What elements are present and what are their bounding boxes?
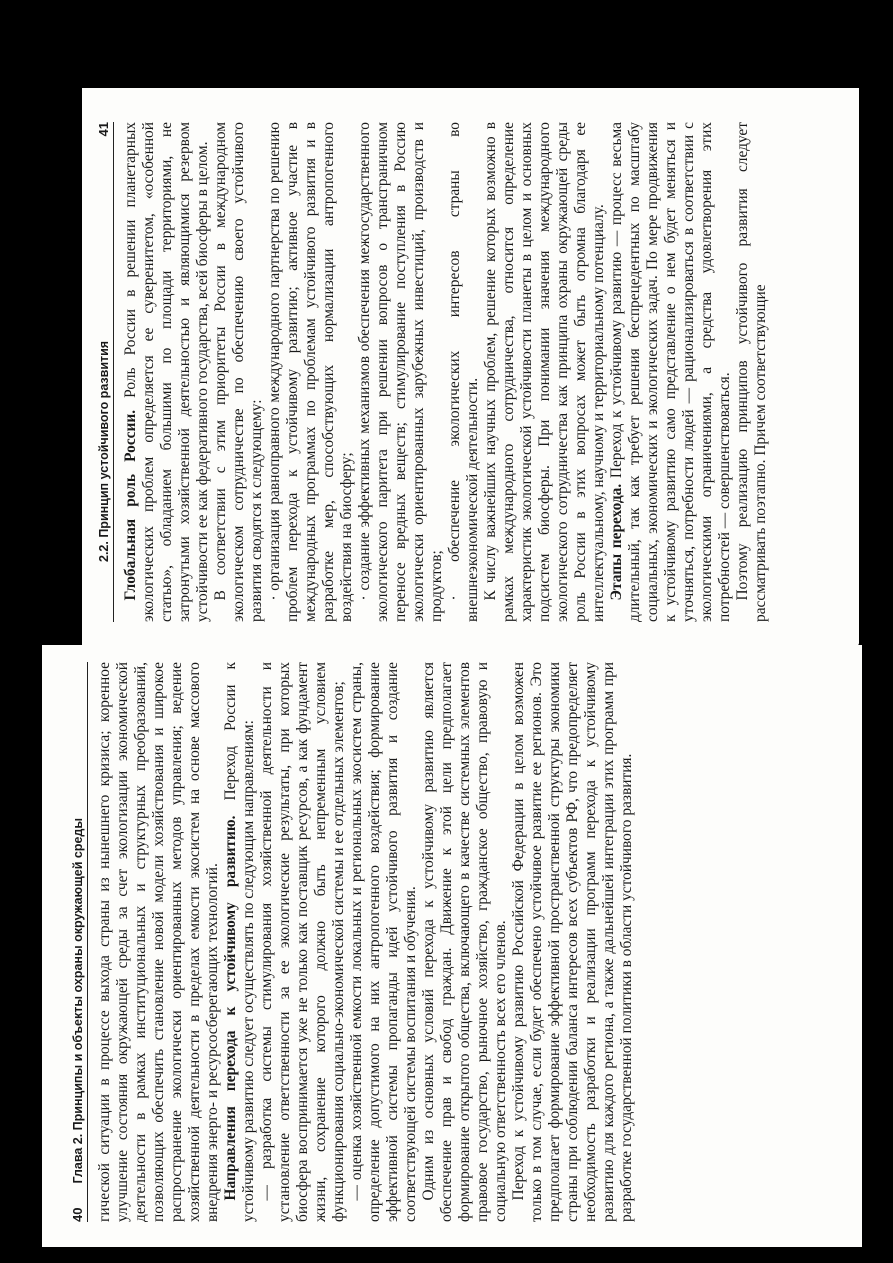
paragraph [356, 122, 446, 622]
paragraph [222, 662, 258, 1222]
paragraph-lead: Глобальная роль России. [122, 409, 139, 601]
paragraph [420, 662, 510, 1222]
paragraph-text: гической ситуации в процессе выхода страны из нынешнего кризиса; коренное улучшение состояния окружающей среды за счет экологизации экономической деятельности в рамках институциональных и структурных преобразований, позволяющих обеспечить становление новой модели хозяйствования и широкое распространение экологически ориентированных методов управления; ведение хозяйственной деятельности в пределах емкости экосистем на основе массового внедрения энерго- и ресурсосберегающих технологий. [96, 662, 221, 1222]
paragraph-text: · обеспечение экологических интересов страны во внешнеэкономической деятельности. [446, 122, 481, 622]
paragraph [510, 662, 636, 1222]
right-page-body [122, 122, 770, 622]
paragraph [96, 662, 222, 1222]
paragraph [348, 662, 420, 1222]
scan-border [0, 1247, 893, 1263]
paragraph-lead: Направления перехода к устойчивому развитию. [222, 815, 239, 1201]
paragraph [266, 122, 356, 622]
paragraph-text: Поэтому реализацию принципов устойчивого развития следует рассматривать поэтапно. Причем соответствующие [734, 122, 769, 622]
paragraph-text: · организация равноправного международного партнерства по решению проблем перехода к устойчивому развитию; активное участие в международных программах по проблемам устойчивого развития и в разработке мер, способствующих нормализации антропогенного воздействия на биосферу; [266, 122, 355, 622]
paragraph [258, 662, 348, 1222]
left-page-content [70, 662, 830, 1222]
paragraph-text: Одним из основных условий перехода к устойчивому развитию является обеспечение прав и свобод граждан. Движение к этой цели предполагает формирование открытого общества, включающего в качестве системных элементов правовое государство, рыночное хозяйство, гражданское общество, правовую и социальную ответственность всех его членов. [420, 662, 509, 1222]
paragraph [608, 122, 734, 622]
paragraph-text: Переход России к устойчивому развитию следует осуществлять по следующим направлениям: [222, 662, 257, 1222]
paragraph-text: Переход к устойчивому развитию — процесс весьма длительный, так как требует решения беспрецедентных по масштабу социальных, экономических и экологических задач. По мере продвижения к устойчивому развитию само представление о нем будет меняться и уточняться, потребности людей — рационализироваться в соответствии с экологическими ограничениями, а средства удовлетворения этих потребностей — совершенствоваться. [608, 122, 733, 622]
left-page-header [70, 662, 88, 1222]
paragraph [122, 122, 212, 622]
paragraph-text: К числу важнейших научных проблем, решение которых возможно в рамках международного сотрудничества, относится определение характеристик экологической устойчивости планеты в целом и основных подсистем биосферы. При понимании значения международного экологического сотрудничества как принципа охраны окружающей среды роль России в этих вопросах может быть огромна благодаря ее интеллектуальному, научному и территориальному потенциалу. [482, 122, 607, 622]
page-number: 40 [70, 1207, 85, 1222]
left-page-body [96, 662, 636, 1222]
paragraph-text: — разработка системы стимулирования хозяйственной деятельности и установление ответственности за ее экологические результаты, при которых биосфера воспринимается уже не только как поставщик ресурсов, а как фундамент жизни, сохранение которого должно быть непременным условием функционирования социально-экономической системы и ее отдельных элементов; [258, 662, 347, 1222]
right-page-header [96, 122, 114, 622]
paragraph [734, 122, 770, 622]
paragraph-text: · создание эффективных механизмов обеспечения межгосударственного экологического паритета при решении вопросов о трансграничном переносе вредных веществ; стимулирование поступления в Россию экологически ориентированных зарубежных инвестиций, производств и продуктов; [356, 122, 445, 622]
paragraph-text: Роль России в решении планетарных экологических проблем определяется ее суверенитетом, «особенной статью», обладанием большими по площади территориями, не затронутыми хозяйственной деятельностью и являющимися резервом устойчивости ее как федеративного государства, всей биосферы в целом. [122, 122, 211, 622]
paragraph-text: Переход к устойчивому развитию Российской Федерации в целом возможен только в том случае, если будет обеспечено устойчивое развитие ее регионов. Это предполагает формирование эффективной пространственной структуры экономики страны при соблюдении баланса интересов всех субъектов РФ, что предопределяет необходимость разработки и реализации программ перехода к устойчивому развитию для каждого региона, а также дальнейшей интеграции этих программ при разработке государственной политики в области устойчивого развития. [510, 662, 635, 1222]
right-page-content [96, 122, 816, 622]
paragraph [212, 122, 266, 622]
running-header-title: 2.2. Принцип устойчивого развития [97, 340, 111, 562]
paragraph-text: В соответствии с этим приоритеты России в международном экологическом сотрудничестве по обеспечению своего устойчивого развития сводятся к следующему: [212, 122, 265, 622]
running-header-title: Глава 2. Принципы и объекты охраны окружающей среды [71, 817, 85, 1184]
paragraph-lead: Этапы перехода. [608, 483, 625, 601]
page-number: 41 [96, 122, 111, 137]
paragraph [446, 122, 482, 622]
paragraph-text: — оценка хозяйственной емкости локальных и региональных экосистем страны, определение допустимого на них антропогенного воздействия; формирование эффективной системы пропаганды идей устойчивого развития и создание соответствующей системы воспитания и обучения. [348, 662, 419, 1222]
paragraph [482, 122, 608, 622]
